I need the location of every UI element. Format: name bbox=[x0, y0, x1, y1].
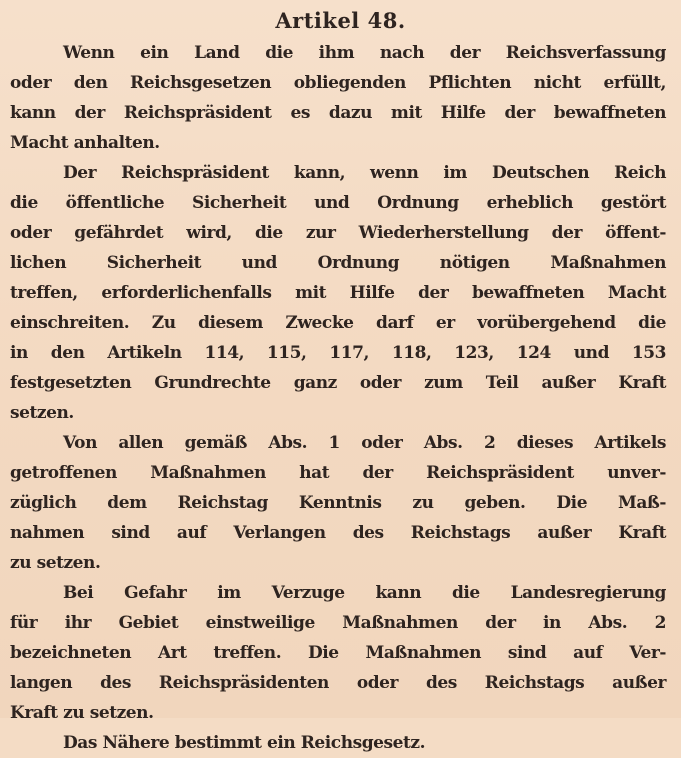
text-line: züglich dem Reichstag Kenntnis zu geben. Die Maß- bbox=[10, 493, 666, 513]
text-line: treffen, erforderlichenfalls mit Hilfe der bewaffneten Macht bbox=[10, 283, 666, 303]
text-line: bezeichneten Art treffen. Die Maßnahmen sind auf Ver- bbox=[10, 643, 666, 663]
text-line: langen des Reichspräsidenten oder des Reichstags außer bbox=[10, 673, 666, 693]
text-line: Wenn ein Land die ihm nach der Reichsverfassung bbox=[63, 43, 666, 63]
text-line: Kraft zu setzen. bbox=[10, 703, 154, 723]
text-line: oder gefährdet wird, die zur Wiederherstellung der öffent- bbox=[10, 223, 666, 243]
text-line: Von allen gemäß Abs. 1 oder Abs. 2 dieses Artikels bbox=[63, 433, 666, 453]
text-line: lichen Sicherheit und Ordnung nötigen Maßnahmen bbox=[10, 253, 666, 273]
text-line: getroffenen Maßnahmen hat der Reichspräsident unver- bbox=[10, 463, 666, 483]
text-line: kann der Reichspräsident es dazu mit Hilfe der bewaffneten bbox=[10, 103, 666, 123]
text-line: setzen. bbox=[10, 403, 74, 423]
text-line: in den Artikeln 114, 115, 117, 118, 123, 124 und 153 bbox=[10, 343, 666, 363]
text-line: oder den Reichsgesetzen obliegenden Pflichten nicht erfüllt, bbox=[10, 73, 666, 93]
text-line: Das Nähere bestimmt ein Reichsgesetz. bbox=[63, 733, 426, 753]
text-line: einschreiten. Zu diesem Zwecke darf er vorübergehend die bbox=[10, 313, 666, 333]
text-line: nahmen sind auf Verlangen des Reichstags außer Kraft bbox=[10, 523, 666, 543]
text-line: zu setzen. bbox=[10, 553, 101, 573]
text-line: Bei Gefahr im Verzuge kann die Landesregierung bbox=[63, 583, 666, 603]
text-line: Der Reichspräsident kann, wenn im Deutschen Reich bbox=[63, 163, 666, 183]
article-body bbox=[10, 38, 666, 758]
article-title: Artikel 48. bbox=[275, 8, 406, 33]
text-line: die öffentliche Sicherheit und Ordnung erheblich gestört bbox=[10, 193, 666, 213]
text-line: für ihr Gebiet einstweilige Maßnahmen der in Abs. 2 bbox=[10, 613, 666, 633]
text-line: Macht anhalten. bbox=[10, 133, 160, 153]
text-line: festgesetzten Grundrechte ganz oder zum Teil außer Kraft bbox=[10, 373, 666, 393]
